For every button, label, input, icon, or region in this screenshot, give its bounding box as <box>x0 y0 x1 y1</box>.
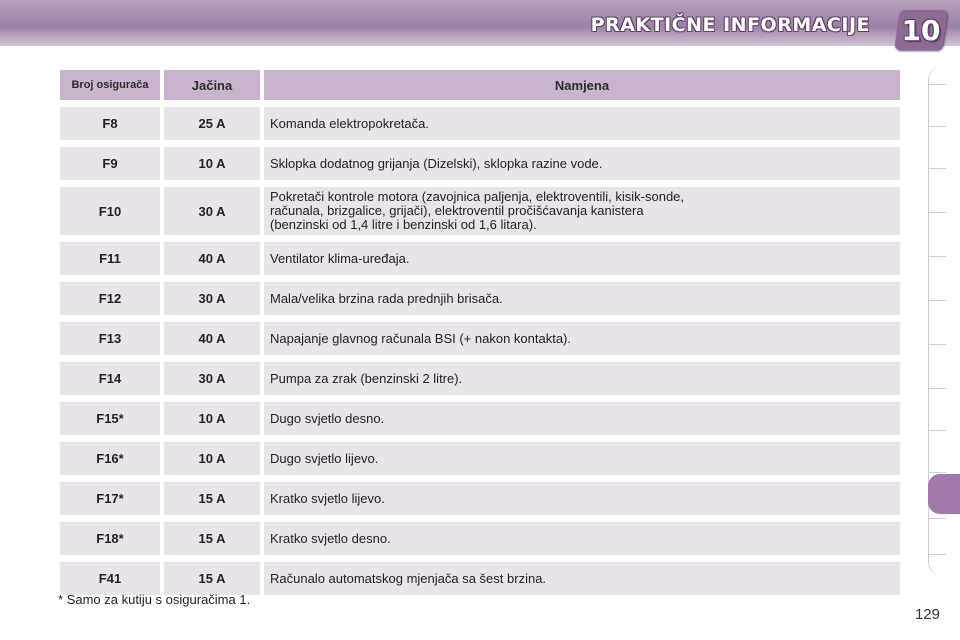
tab-marker <box>928 344 946 345</box>
tab-marker <box>928 518 946 519</box>
footnote: * Samo za kutiju s osiguračima 1. <box>58 592 251 607</box>
tab-marker <box>928 168 946 169</box>
purpose-cell: Sklopka dodatnog grijanja (Dizelski), sklopka razine vode. <box>264 147 900 180</box>
chapter-number: 10 <box>901 14 941 47</box>
purpose-cell: Dugo svjetlo lijevo. <box>264 442 900 475</box>
column-header-fuse-number: Broj osigurača <box>60 70 160 100</box>
fuse-table <box>56 63 904 602</box>
tab-marker <box>928 126 946 127</box>
purpose-cell: Kratko svjetlo desno. <box>264 522 900 555</box>
fuse-number-cell: F17* <box>60 482 160 515</box>
fuse-number-cell: F14 <box>60 362 160 395</box>
amperage-cell: 40 A <box>164 322 260 355</box>
amperage-cell: 10 A <box>164 442 260 475</box>
table-row <box>60 147 900 180</box>
table-row <box>60 282 900 315</box>
purpose-cell: Ventilator klima-uređaja. <box>264 242 900 275</box>
fuse-number-cell: F13 <box>60 322 160 355</box>
table-row <box>60 107 900 140</box>
amperage-cell: 10 A <box>164 402 260 435</box>
fuse-number-cell: F8 <box>60 107 160 140</box>
column-header-amperage: Jačina <box>164 70 260 100</box>
table-header-row <box>60 70 900 100</box>
fuse-number-cell: F41 <box>60 562 160 595</box>
table-row <box>60 482 900 515</box>
amperage-cell: 15 A <box>164 562 260 595</box>
table-row <box>60 242 900 275</box>
column-header-purpose: Namjena <box>264 70 900 100</box>
table-row <box>60 442 900 475</box>
table-row <box>60 322 900 355</box>
purpose-cell: Mala/velika brzina rada prednjih brisača. <box>264 282 900 315</box>
fuse-number-cell: F12 <box>60 282 160 315</box>
fuse-number-cell: F9 <box>60 147 160 180</box>
fuse-number-cell: F18* <box>60 522 160 555</box>
tab-marker <box>928 472 946 473</box>
page-title: PRAKTIČNE INFORMACIJE <box>590 14 870 36</box>
amperage-cell: 30 A <box>164 362 260 395</box>
page-number: 129 <box>914 606 940 623</box>
amperage-cell: 30 A <box>164 187 260 235</box>
amperage-cell: 15 A <box>164 482 260 515</box>
chapter-tab-active[interactable] <box>928 474 960 514</box>
purpose-cell: Računalo automatskog mjenjača sa šest brzina. <box>264 562 900 595</box>
amperage-cell: 40 A <box>164 242 260 275</box>
purpose-cell: Napajanje glavnog računala BSI (+ nakon kontakta). <box>264 322 900 355</box>
purpose-cell: Dugo svjetlo desno. <box>264 402 900 435</box>
fuse-number-cell: F16* <box>60 442 160 475</box>
tab-marker <box>928 554 946 555</box>
purpose-cell: Pumpa za zrak (benzinski 2 litre). <box>264 362 900 395</box>
fuse-number-cell: F11 <box>60 242 160 275</box>
amperage-cell: 30 A <box>164 282 260 315</box>
tab-marker <box>928 430 946 431</box>
tab-marker <box>928 300 946 301</box>
amperage-cell: 25 A <box>164 107 260 140</box>
amperage-cell: 15 A <box>164 522 260 555</box>
purpose-cell: Komanda elektropokretača. <box>264 107 900 140</box>
header-divider <box>0 46 960 48</box>
table-body <box>60 107 900 595</box>
table-row <box>60 187 900 235</box>
purpose-cell: Pokretači kontrole motora (zavojnica paljenja, elektroventili, kisik-sonde, računala, brizgalice, grijači), elektroventil pročišćavanja kanistera (benzinski od 1,4 litre i benzinski od 1,6 litara). <box>264 187 900 235</box>
table-row <box>60 402 900 435</box>
table-row <box>60 362 900 395</box>
fuse-number-cell: F15* <box>60 402 160 435</box>
table-row <box>60 522 900 555</box>
fuse-number-cell: F10 <box>60 187 160 235</box>
purpose-cell: Kratko svjetlo lijevo. <box>264 482 900 515</box>
tab-marker <box>928 256 946 257</box>
tab-marker <box>928 388 946 389</box>
table-row <box>60 562 900 595</box>
amperage-cell: 10 A <box>164 147 260 180</box>
tab-marker <box>928 84 946 85</box>
tab-marker <box>928 212 946 213</box>
